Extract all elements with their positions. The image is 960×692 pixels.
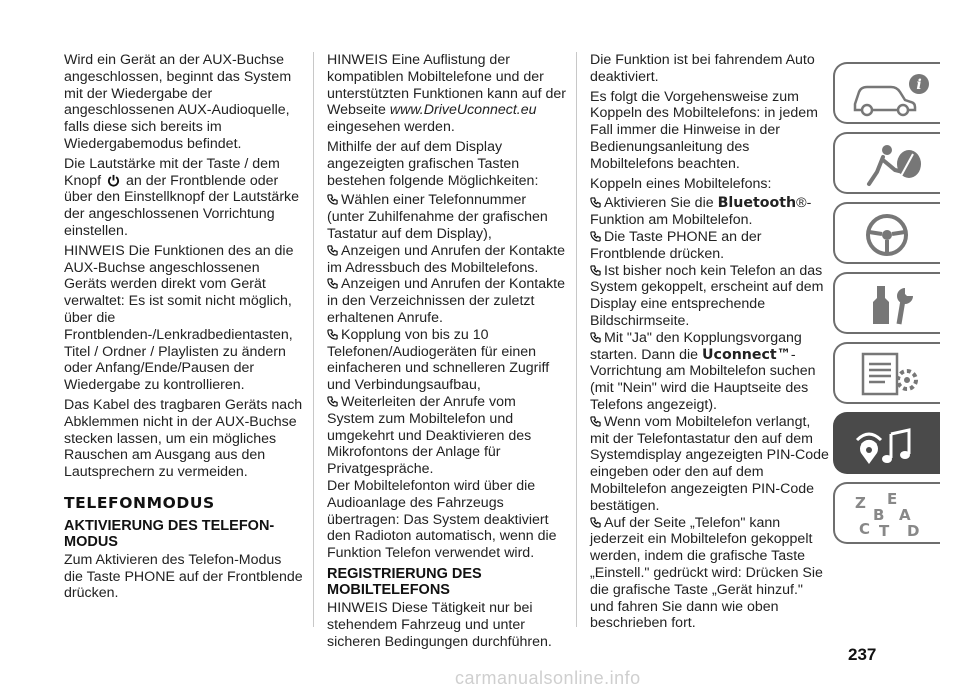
text: Die Lautstärke mit der Taste / dem Knopf [64,155,280,189]
text: Anzeigen und Anrufen der Kontakte in den Verzeichnissen der zuletzt erhaltenen Anrufe. [327,276,566,326]
text: Ist bisher noch kein Telefon an das System gekoppelt, erscheint auf dem Display eine entsprechende Bildschirmseite. [590,262,824,329]
steering-wheel-icon [847,210,939,260]
phone-icon [590,517,601,528]
phone-icon [590,332,601,343]
svg-text:B: B [873,506,885,524]
phone-icon [327,329,338,340]
text: Die Taste PHONE an der Frontblende drücken. [590,228,762,262]
section-subtitle: REGISTRIERUNG DES MOBILTELEFONS [327,565,482,598]
tab-multimedia[interactable] [833,412,940,474]
watermark: carmanualsonline.info [455,668,641,688]
document-settings-icon [847,350,939,400]
list-item [590,330,830,414]
phone-icon [327,245,338,256]
paragraph: Koppeln eines Mobiltelefons: [590,175,772,192]
list-item [590,515,830,633]
text: ®-Funktion am Mobiltelefon. [590,195,812,229]
section-subtitle: AKTIVIERUNG DES TELEFON-MODUS [64,517,275,550]
text-column-2 [327,52,567,653]
phone-icon [327,194,338,205]
list-item [590,229,830,263]
svg-text:D: D [907,522,920,540]
text: Weiterleiten der Anrufe vom System zum Mobiltelefon und umgekehrt und Deaktivieren des Mikrofontons der Anlage für Privatgespräche. [327,393,532,478]
paragraph [327,52,567,136]
uconnect-label: Uconnect™ [702,346,791,363]
car-info-icon [847,70,939,120]
text-column-1 [64,52,304,605]
text: Anzeigen und Anrufen der Kontakte im Adressbuch des Mobiltelefons. [327,242,566,276]
tools-icon [847,280,939,330]
phone-icon [590,197,601,208]
paragraph: Zum Aktivieren des Telefon-Modus die Taste PHONE auf der Frontblende drücken. [64,551,303,602]
tab-maintenance[interactable] [833,272,940,334]
text: Wenn vom Mobiltelefon verlangt, mit der Telefontastatur den auf dem Systemdisplay angezeigten PIN-Code eingeben oder den auf dem Mobiltelefon angezeigten PIN-Code bestätigen. [590,413,829,514]
phone-icon [590,231,601,242]
text: Mit "Ja" den Kopplungsvorgang starten. Dann die [590,329,802,363]
paragraph: Das Kabel des tragbaren Geräts nach Abklemmen nicht in der AUX-Buchse stecken lassen, um ein mögliches Rauschen am Ausgang aus den Lautsprechern zu vermeiden. [64,396,303,481]
list-item [590,414,830,515]
section-title: TELEFONMODUS [64,493,215,512]
svg-text:T: T [879,522,890,540]
svg-text:A: A [899,506,911,524]
paragraph: HINWEIS Diese Tätigkeit nur bei stehendem Fahrzeug und unter sicheren Bedingungen durchführen. [327,599,552,650]
svg-text:i: i [916,77,922,93]
text: HINWEIS Eine Auflistung der kompatiblen Mobiltelefone und der unterstützten Funktionen kann auf der Webseite [327,52,566,119]
phone-icon [590,265,601,276]
alphabetical-index-icon [847,490,939,540]
column-divider-2 [576,52,577,627]
paragraph: Wird ein Gerät an der AUX-Buchse angeschlossen, beginnt das System mit der Wiedergabe der angeschlossenen AUX-Audioquelle, falls diese sich bereits im Wiedergabemodus befindet. [64,52,292,152]
paragraph: Mithilfe der auf dem Display angezeigten grafischen Tasten bestehen folgende Möglichkeiten: [327,138,539,189]
list-item [327,192,567,242]
text: Wählen einer Telefonnummer (unter Zuhilfenahme der grafischen Tastatur auf dem Display), [327,192,548,242]
list-item [327,394,567,478]
power-knob-icon [107,174,120,187]
list-item [327,243,567,277]
svg-text:C: C [859,520,871,538]
feature-list [327,192,567,478]
tab-technical-data[interactable] [833,342,940,404]
airbag-icon [847,140,939,190]
svg-text:E: E [887,490,898,508]
text-column-3 [590,52,830,632]
paragraph: Die Funktion ist bei fahrendem Auto deaktiviert. [590,52,815,85]
text: Kopplung von bis zu 10 Telefonen/Audiogeräten für einen einfacheren und schnelleren Zugriff und Verbindungsaufbau, [327,326,550,394]
page-number: 237 [848,645,877,664]
paragraph: Der Mobiltelefonton wird über die Audioanlage des Fahrzeugs übertragen: Das System deaktiviert den Radioton automatisch, wenn die Funktion Telefon verwendet wird. [327,477,557,562]
bluetooth-label: Bluetooth [717,195,797,212]
column-divider-1 [313,52,314,627]
text: Auf der Seite „Telefon" kann jederzeit ein Mobiltelefon gekoppelt werden, indem die grafische Taste „Einstell." gedrückt wird: Drücken Sie die grafische Taste „Gerät hinzuf." und fahren Sie dann wie oben beschrieben fort. [590,514,823,632]
text: -Vorrichtung am Mobiltelefon suchen (mit "Nein" wird die Hauptseite des Telefons angezeigt). [590,346,816,413]
tab-safety[interactable] [833,132,940,194]
paragraph: Es folgt die Vorgehensweise zum Koppeln des Mobiltelefons: in jedem Fall immer die Hinweise in der Bedienungsanleitung des Mobiltelefons beachten. [590,88,818,172]
text: Aktivieren Sie die [604,195,714,212]
paragraph [64,156,304,240]
paragraph: HINWEIS Die Funktionen des an die AUX-Buchse angeschlossenen Geräts werden direkt vom Gerät verwaltet: Es ist somit nicht möglich, über die Frontblenden-/Lenkradbedientasten, Titel / Ordner / Playlisten zu ändern oder Anfang/Ende/Pausen der Wiedergabe zu kontrollieren. [64,242,294,394]
tab-driving[interactable] [833,202,940,264]
list-item [590,263,830,330]
phone-icon [327,396,338,407]
multimedia-icon [847,420,939,470]
phone-icon [327,278,338,289]
text: an der Frontblende oder über den Einstellknopf der Lautstärke der angeschlossenen Vorrichtung einstellen. [64,172,300,239]
list-item [590,195,830,229]
svg-text:Z: Z [855,494,866,512]
list-item [327,327,567,394]
phone-icon [590,416,601,427]
text: eingesehen werden. [327,119,455,136]
list-item [327,276,567,326]
tab-car-info[interactable] [833,62,940,124]
website-link[interactable]: www.DriveUconnect.eu [389,102,537,119]
tab-index[interactable] [833,482,940,544]
